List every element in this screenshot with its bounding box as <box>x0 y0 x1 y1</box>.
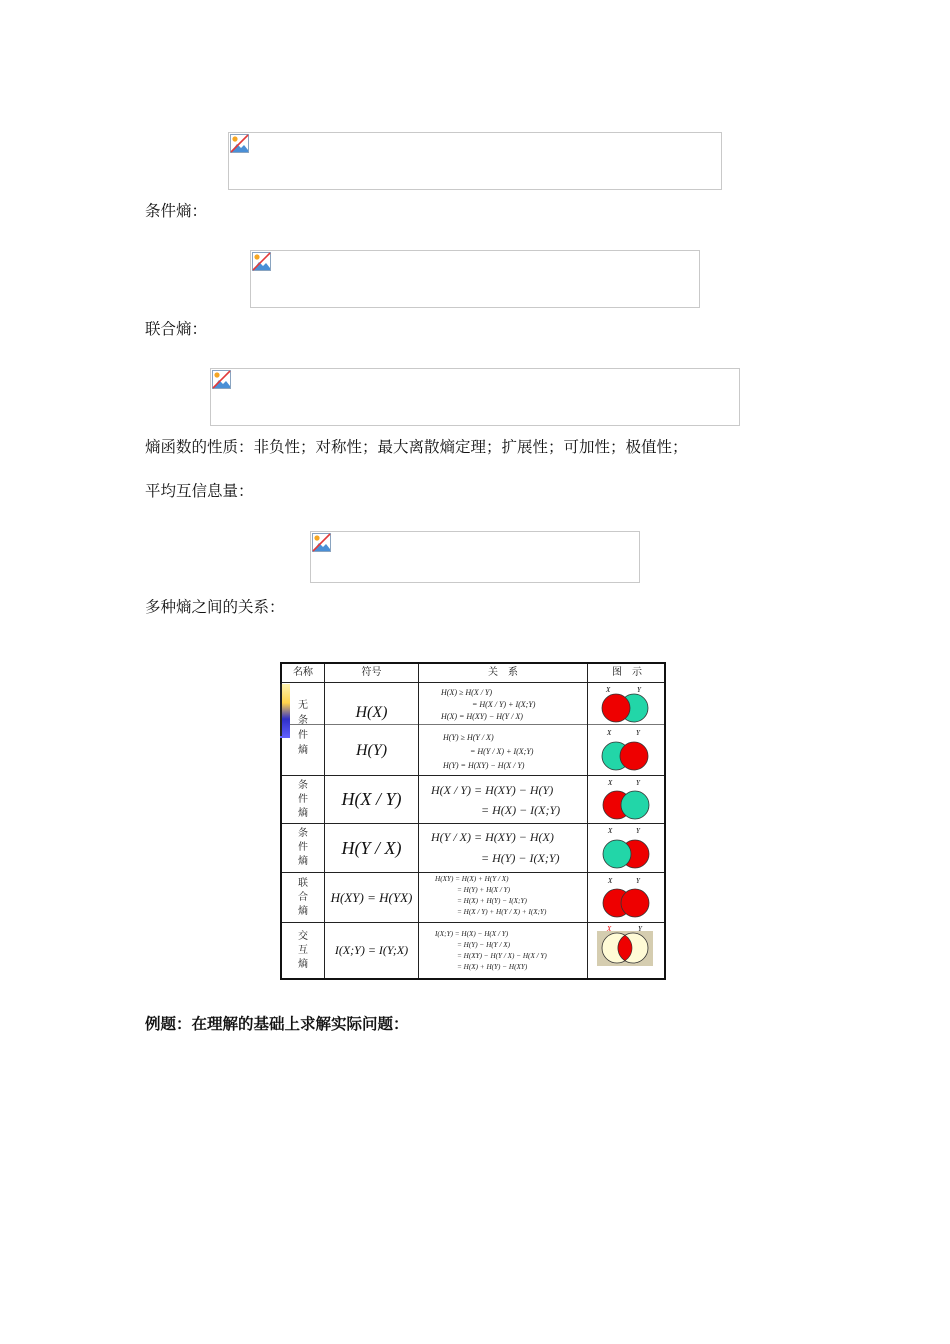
formula-image-3 <box>210 368 740 426</box>
broken-image-icon <box>230 134 249 153</box>
symbol-hy-given-x: H(Y / X) <box>341 837 402 858</box>
relations-label: 多种熵之间的关系： <box>145 598 285 616</box>
conditional-entropy-label: 条件熵： <box>145 202 208 220</box>
example-heading: 例题：在理解的基础上求解实际问题： <box>145 1014 409 1033</box>
venn-label-y: Y <box>636 827 640 835</box>
venn-label-x: X <box>607 925 612 933</box>
symbol-hxy: H(XY) = H(YX) <box>330 889 413 905</box>
relation-line: I(X;Y) = H(X) − H(X / Y) <box>435 930 509 938</box>
relation-line: = H(X) − I(X;Y) <box>481 803 561 817</box>
relation-line: H(Y) = H(XY) − H(X / Y) <box>443 761 525 770</box>
relation-line: = H(Y) − I(X;Y) <box>481 851 560 865</box>
name-text: 无条件熵 <box>298 700 308 756</box>
venn-label-y: Y <box>636 729 640 737</box>
relation-line: H(X / Y) = H(XY) − H(Y) <box>431 783 554 797</box>
header-figure: 图 示 <box>612 667 642 678</box>
relation-line: = H(X) + H(Y) − H(XY) <box>457 963 528 971</box>
relation-hy <box>419 726 587 775</box>
symbol-ixy: I(X;Y) = I(Y;X) <box>334 943 409 957</box>
formula-image-1 <box>228 132 722 190</box>
relation-line: = H(Y / X) + I(X;Y) <box>470 747 534 756</box>
relation-hxy <box>419 873 587 922</box>
venn-label-x: X <box>606 686 611 694</box>
name-text: 条件熵 <box>298 828 308 867</box>
relation-line: = H(Y) + H(X / Y) <box>457 886 511 894</box>
header-symbol: 符号 <box>361 667 382 678</box>
header-relation: 关 系 <box>488 667 518 678</box>
relation-hy-given-x <box>419 824 587 872</box>
header-name: 名称 <box>293 667 313 678</box>
venn-hx-given-y <box>588 776 666 823</box>
broken-image-icon <box>212 370 231 389</box>
relation-line: H(Y) ≥ H(Y / X) <box>443 733 494 742</box>
relation-hx-given-y <box>419 776 587 823</box>
venn-label-x: X <box>608 779 613 787</box>
venn-hx <box>588 683 666 725</box>
relation-line: H(Y / X) = H(XY) − H(X) <box>431 830 554 844</box>
relation-line: = H(X) + H(Y) − I(X;Y) <box>457 897 527 905</box>
formula-image-4 <box>310 531 640 583</box>
venn-hy-given-x <box>588 824 666 872</box>
venn-label-x: X <box>608 827 613 835</box>
venn-label-y: Y <box>637 686 641 694</box>
symbol-hy: H(Y) <box>355 741 388 759</box>
venn-hy <box>588 726 666 775</box>
relation-line: = H(Y) − H(Y / X) <box>457 941 511 949</box>
name-text: 条件熵 <box>298 779 308 819</box>
venn-label-y: Y <box>636 779 640 787</box>
relation-line: = H(X / Y) + H(Y / X) + I(X;Y) <box>457 908 547 916</box>
name-text: 联合熵 <box>298 877 308 917</box>
row-name-unconditional <box>282 694 324 762</box>
symbol-hx-given-y: H(X / Y) <box>341 789 402 809</box>
joint-entropy-label: 联合熵： <box>145 320 208 338</box>
relation-line: = H(X / Y) + I(X;Y) <box>472 700 536 709</box>
venn-hxy <box>588 873 666 922</box>
venn-ixy <box>588 923 666 978</box>
row-name-conditional-yx <box>282 824 324 872</box>
entropy-properties-text: 熵函数的性质：非负性；对称性；最大离散熵定理；扩展性；可加性；极值性； <box>145 438 688 456</box>
venn-label-y: Y <box>638 925 642 933</box>
venn-label-x: X <box>608 877 613 885</box>
entropy-relations-table <box>280 662 666 980</box>
relation-ixy <box>419 923 587 978</box>
symbol-hx: H(X) <box>355 704 388 721</box>
relation-line: H(XY) = H(X) + H(Y / X) <box>435 875 509 883</box>
venn-label-y: Y <box>636 877 640 885</box>
broken-image-icon <box>252 252 271 271</box>
relation-line: H(X) = H(XY) − H(Y / X) <box>441 712 523 721</box>
formula-image-2 <box>250 250 700 308</box>
name-text: 交互熵 <box>298 930 308 970</box>
row-name-mutual <box>282 923 324 978</box>
row-name-joint <box>282 873 324 922</box>
relation-line: = H(XY) − H(Y / X) − H(X / Y) <box>457 952 547 960</box>
row-name-conditional-xy <box>282 776 324 823</box>
venn-label-x: X <box>607 729 612 737</box>
relation-line: H(X) ≥ H(X / Y) <box>441 688 493 697</box>
mutual-information-label: 平均互信息量： <box>145 482 254 500</box>
relation-hx <box>419 683 587 725</box>
broken-image-icon <box>312 533 331 552</box>
